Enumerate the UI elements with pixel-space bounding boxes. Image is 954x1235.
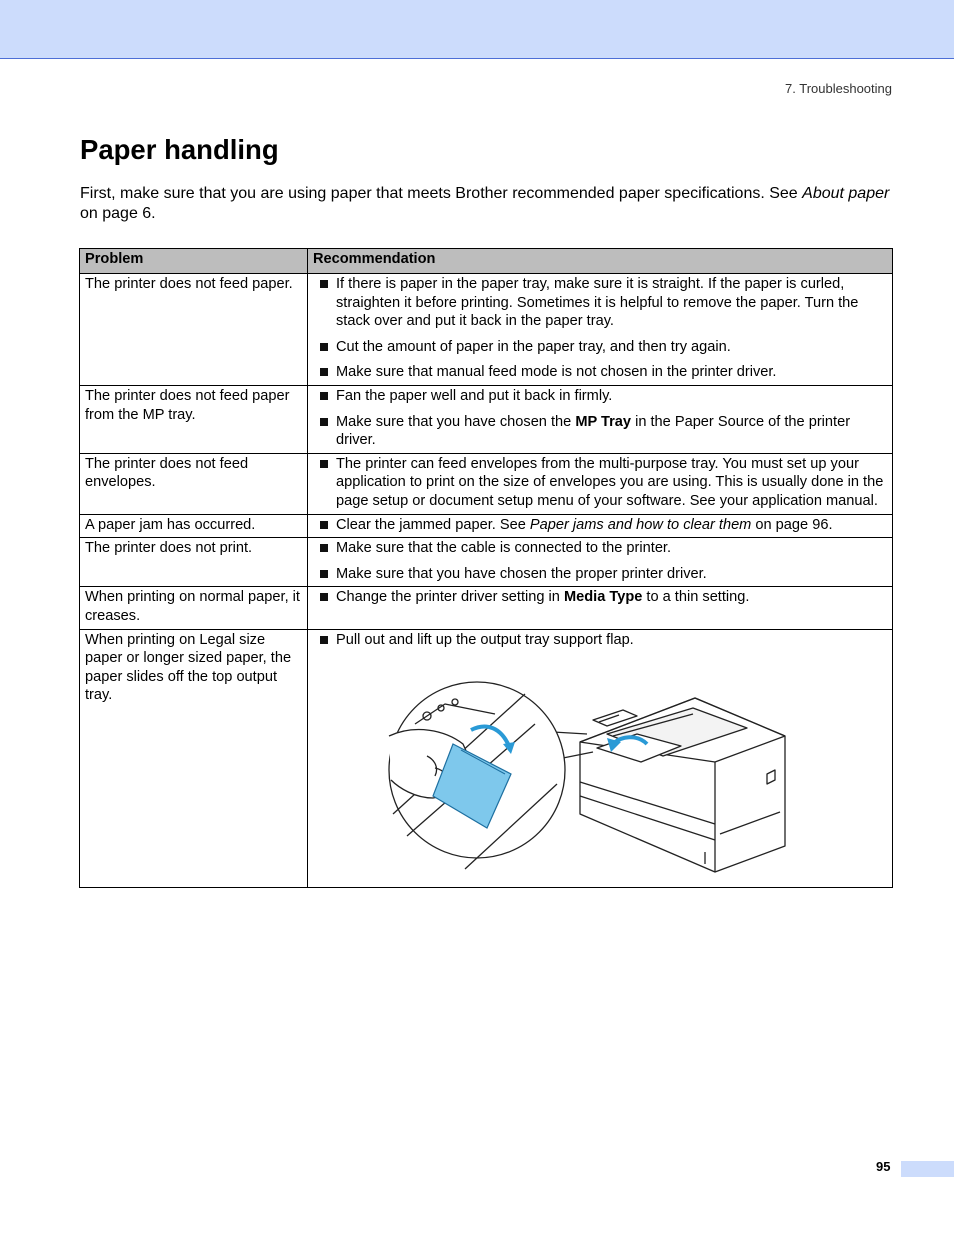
square-bullet-icon — [320, 544, 328, 552]
page-number: 95 — [876, 1159, 891, 1174]
paper-jams-link[interactable]: Paper jams and how to clear them — [529, 516, 752, 533]
recommendation-item: Pull out and lift up the output tray support flap. — [313, 631, 887, 650]
square-bullet-icon — [320, 460, 328, 468]
problem-cell: When printing on Legal size paper or longer sized paper, the paper slides off the top output tray. — [80, 629, 308, 888]
recommendation-item: Make sure that you have chosen the proper printer driver. — [313, 565, 887, 584]
recommendation-item: Clear the jammed paper. See Paper jams and how to clear them on page 96. — [313, 516, 887, 535]
mp-tray-term: MP Tray — [575, 413, 632, 430]
recommendation-item: The printer can feed envelopes from the multi-purpose tray. You must set up your application to print on the size of envelopes you are using. This is usually done in the page setup or document setup menu of your software. See your application manual. — [313, 455, 887, 511]
square-bullet-icon — [320, 570, 328, 578]
media-type-term: Media Type — [563, 589, 643, 606]
recommendation-cell — [308, 385, 893, 453]
recommendation-item: Fan the paper well and put it back in firmly. — [313, 387, 887, 406]
table-row — [80, 274, 893, 386]
table-row — [80, 453, 893, 514]
problem-cell: The printer does not feed paper. — [80, 274, 308, 386]
problem-cell: The printer does not feed paper from the MP tray. — [80, 385, 308, 453]
page-title: Paper handling — [80, 134, 279, 165]
recommendation-item: Change the printer driver setting in Media Type to a thin setting. — [313, 588, 887, 607]
square-bullet-icon — [320, 343, 328, 351]
recommendation-item: Cut the amount of paper in the paper tray, and then try again. — [313, 338, 887, 357]
intro-text: First, make sure that you are using paper that meets Brother recommended paper specifications. See — [80, 185, 803, 202]
recommendation-cell — [308, 538, 893, 587]
table-header-row — [80, 249, 893, 274]
paper-handling-table — [79, 248, 893, 888]
recommendation-item: If there is paper in the paper tray, make sure it is straight. If the paper is curled, straighten it before printing. Sometimes it is helpful to remove the paper. Turn the stack over and put it back in the paper tray. — [313, 275, 887, 331]
square-bullet-icon — [320, 636, 328, 644]
recommendation-item: Make sure that manual feed mode is not chosen in the printer driver. — [313, 363, 887, 382]
table-row — [80, 538, 893, 587]
square-bullet-icon — [320, 418, 328, 426]
table-row — [80, 587, 893, 629]
table-row — [80, 385, 893, 453]
top-band — [0, 0, 954, 59]
recommendation-item: Make sure that you have chosen the MP Tray in the Paper Source of the printer driver. — [313, 413, 887, 450]
problem-cell: The printer does not print. — [80, 538, 308, 587]
problem-cell: When printing on normal paper, it creases. — [80, 587, 308, 629]
recommendation-item: Make sure that the cable is connected to the printer. — [313, 539, 887, 558]
recommendation-cell — [308, 629, 893, 888]
table-row — [80, 514, 893, 538]
square-bullet-icon — [320, 392, 328, 400]
problem-cell: A paper jam has occurred. — [80, 514, 308, 538]
problem-cell: The printer does not feed envelopes. — [80, 453, 308, 514]
square-bullet-icon — [320, 593, 328, 601]
header-recommendation: Recommendation — [308, 249, 893, 274]
table-row — [80, 629, 893, 888]
output-tray-flap-illustration — [375, 664, 823, 878]
page-tab — [901, 1161, 954, 1177]
recommendation-cell — [308, 274, 893, 386]
recommendation-cell — [308, 514, 893, 538]
header-problem: Problem — [80, 249, 308, 274]
square-bullet-icon — [320, 280, 328, 288]
recommendation-cell — [308, 453, 893, 514]
square-bullet-icon — [320, 521, 328, 529]
intro-page-ref: on page 6. — [80, 205, 156, 222]
about-paper-link[interactable]: About paper — [802, 185, 890, 202]
recommendation-cell — [308, 587, 893, 629]
intro-paragraph — [80, 184, 900, 224]
chapter-heading: 7. Troubleshooting — [785, 81, 892, 96]
square-bullet-icon — [320, 368, 328, 376]
